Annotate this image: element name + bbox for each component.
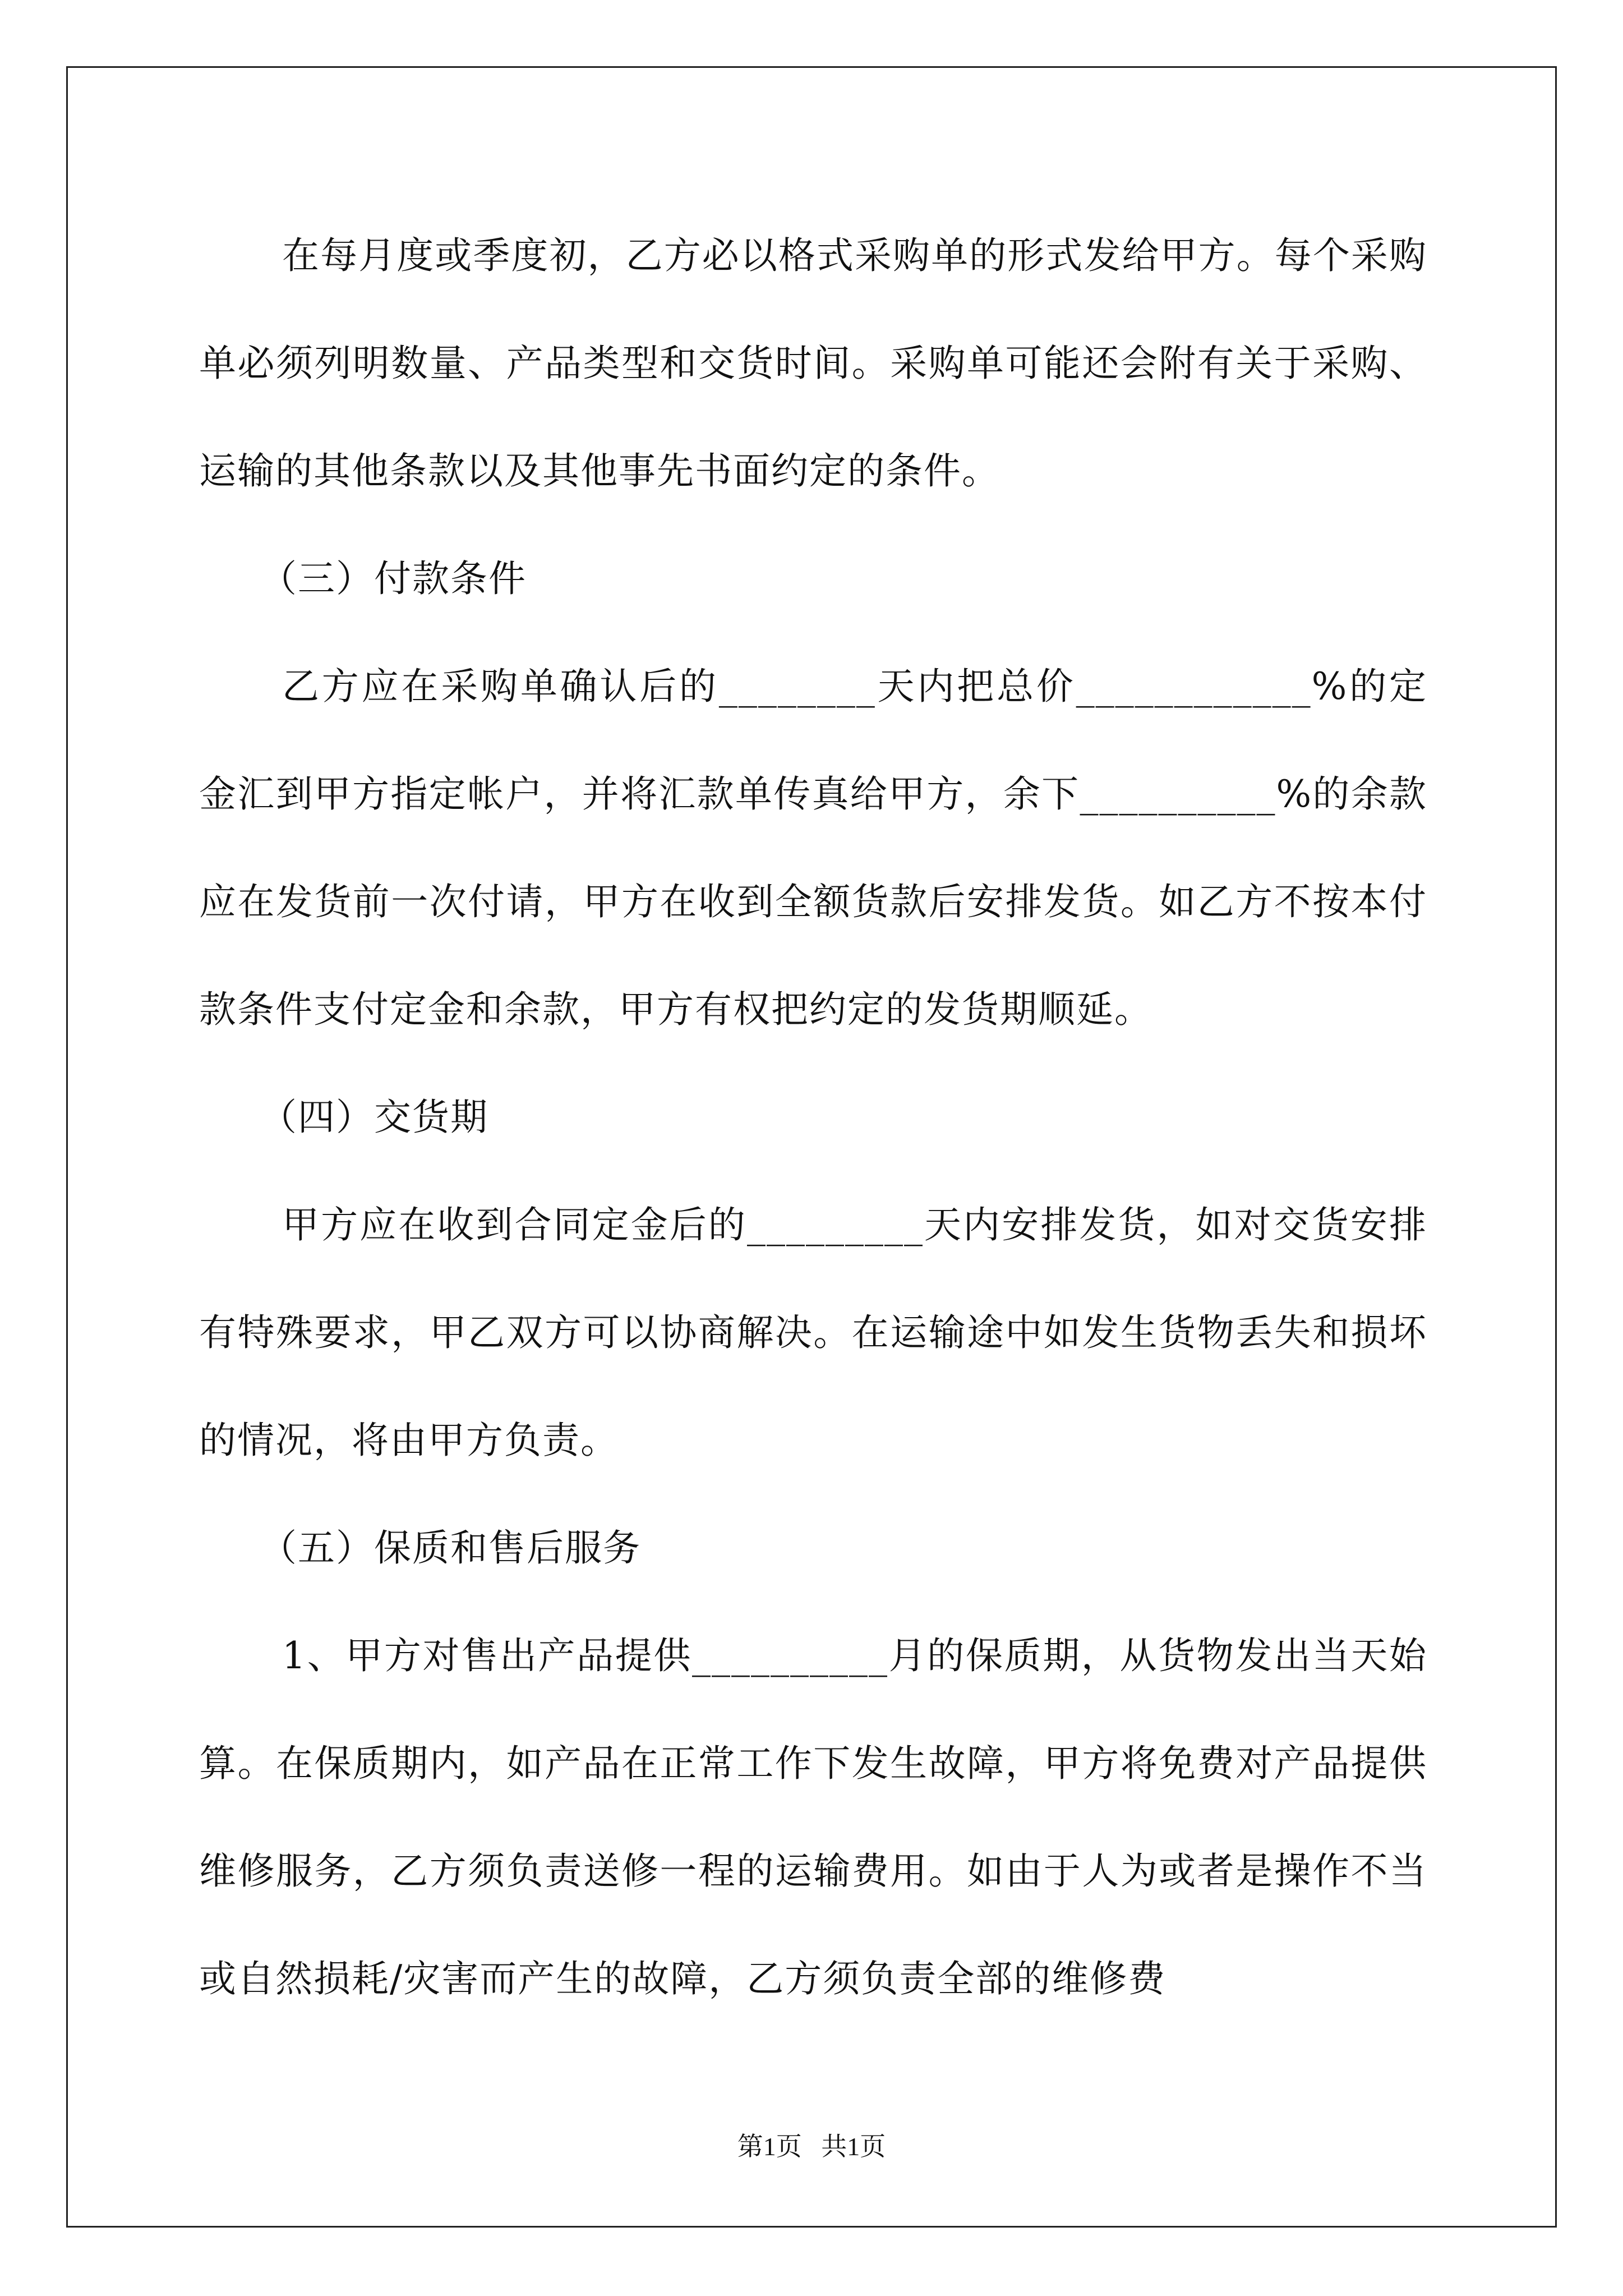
paragraph-delivery-period: 甲方应在收到合同定金后的_________天内安排发货，如对交货安排有特殊要求，甲乙双方可以协商解决。在运输途中如发生货物丢失和损坏的情况，将由甲方负责。 [199,1203,1427,1462]
page-number-footer: 第1页 共1页 [737,2132,886,2161]
heading-payment-terms: （三）付款条件 [260,557,527,600]
heading-delivery-period: （四）交货期 [260,1096,488,1139]
paragraph-order-placement: 在每月度或季度初，乙方必以格式采购单的形式发给甲方。每个采购单必须列明数量、产品类型和交货时间。采购单可能还会附有关于采购、运输的其他条款以及其他事先书面约定的条件。 [199,234,1427,493]
document-body [199,202,1427,2033]
heading-warranty-service: （五）保质和售后服务 [260,1526,641,1570]
paragraph-warranty-service: 1、甲方对售出产品提供__________月的保质期，从货物发出当天始算。在保质期内，如产品在正常工作下发生故障，甲方将免费对产品提供维修服务，乙方须负责送修一程的运输费用。如由于人为或者是操作不当或自然损耗/灾害而产生的故障，乙方须负责全部的维修费 [199,1634,1427,2000]
paragraph-payment-terms: 乙方应在采购单确认后的________天内把总价____________%的定金汇到甲方指定帐户，并将汇款单传真给甲方，余下__________%的余款应在发货前一次付请，甲方在收到全额货款后安排发货。如乙方不按本付款条件支付定金和余款，甲方有权把约定的发货期顺延。 [199,665,1427,1031]
